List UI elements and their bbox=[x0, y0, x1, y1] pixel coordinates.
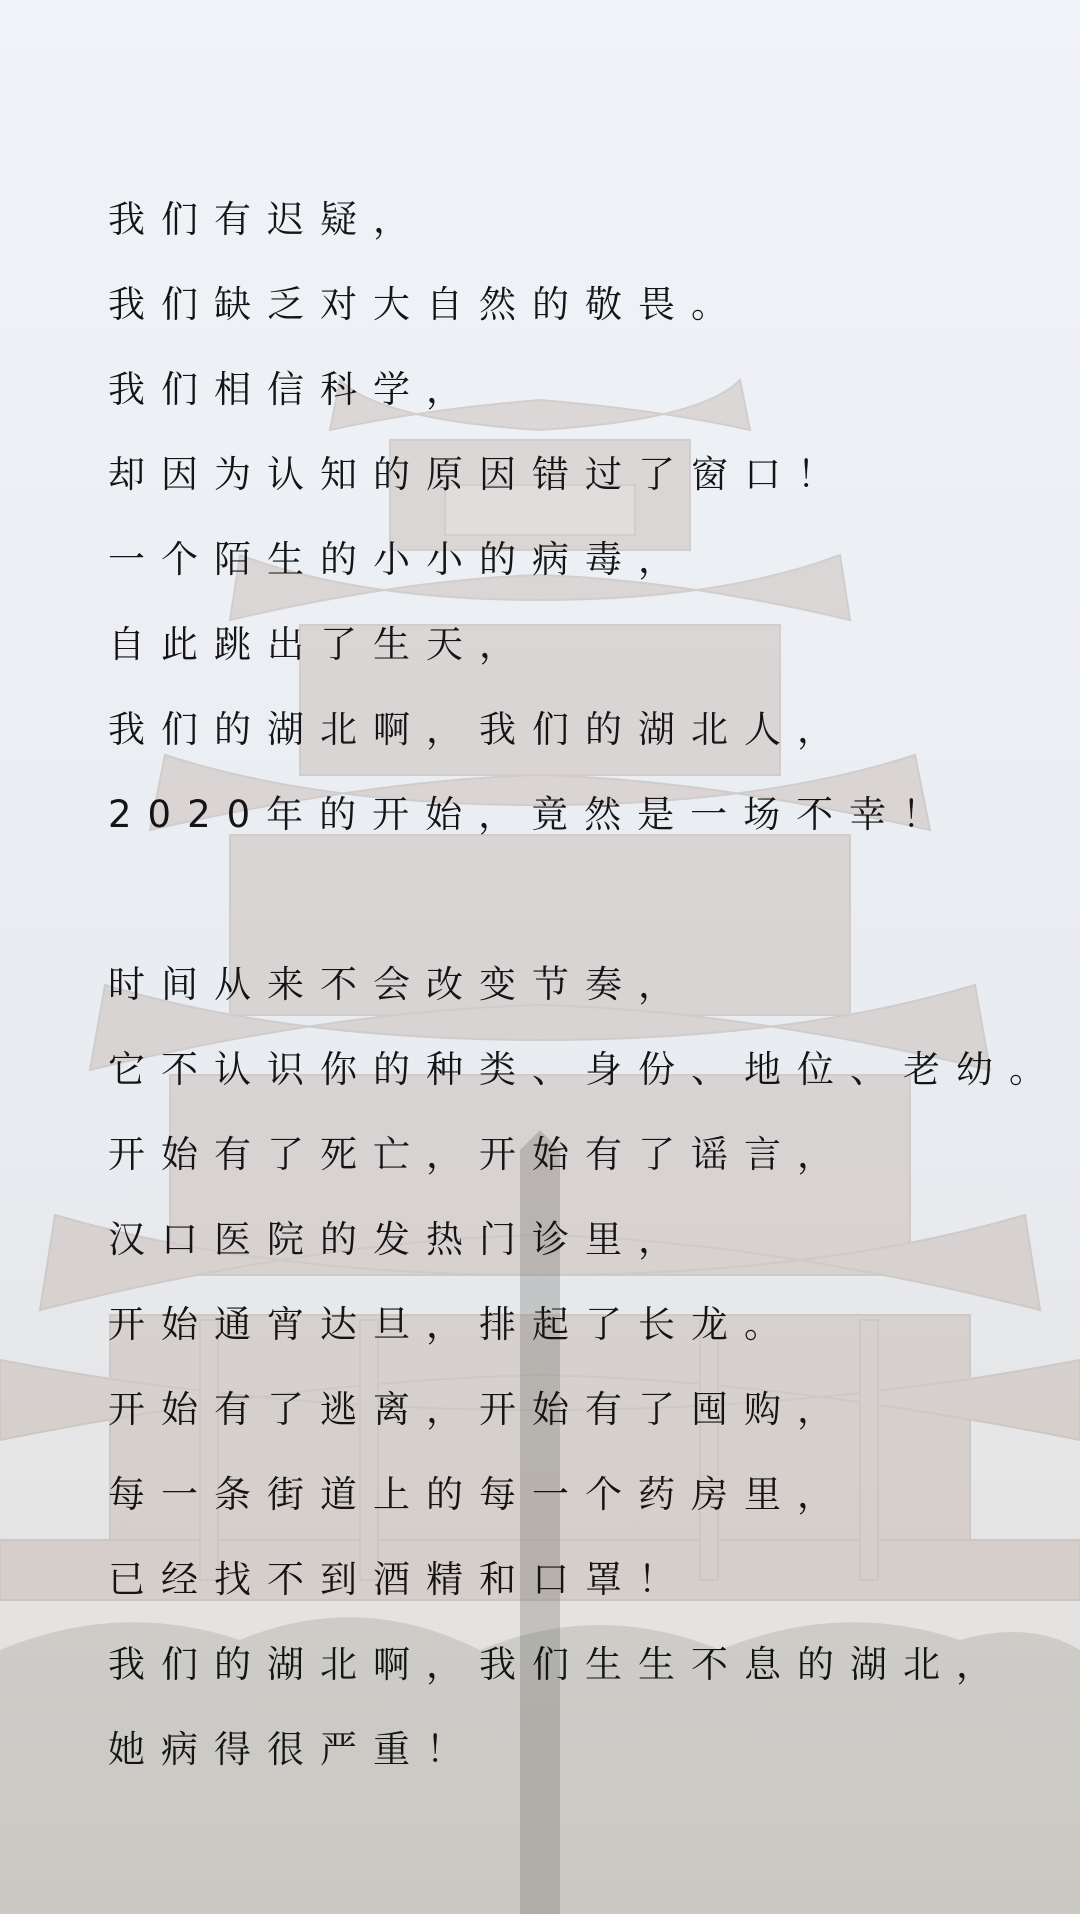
poem-line: 已经找不到酒精和口罩！ bbox=[108, 1558, 691, 1601]
poem-line: 我们缺乏对大自然的敬畏。 bbox=[108, 283, 744, 326]
poem-line: 自此跳出了生天， bbox=[108, 623, 532, 666]
poem-line: 她病得很严重！ bbox=[108, 1728, 479, 1771]
poem-line: 我们相信科学， bbox=[108, 368, 479, 411]
poem-line: 时间从来不会改变节奏， bbox=[108, 963, 691, 1006]
poem-line: 开始通宵达旦，排起了长龙。 bbox=[108, 1303, 797, 1346]
poem-line: 每一条街道上的每一个药房里， bbox=[108, 1473, 850, 1516]
poem-line: 一个陌生的小小的病毒， bbox=[108, 538, 691, 581]
poem-line: 它不认识你的种类、身份、地位、老幼。 bbox=[108, 1048, 1062, 1091]
poem-line: 我们有迟疑， bbox=[108, 198, 426, 241]
poem-line: 我们的湖北啊，我们的湖北人， bbox=[108, 708, 850, 751]
poem-line: 汉口医院的发热门诊里， bbox=[108, 1218, 691, 1261]
poem-line: 开始有了逃离，开始有了囤购， bbox=[108, 1388, 850, 1431]
poem-line: 2020年的开始，竟然是一场不幸！ bbox=[108, 793, 956, 836]
poem-line: 开始有了死亡，开始有了谣言， bbox=[108, 1133, 850, 1176]
poem-line: 却因为认知的原因错过了窗口！ bbox=[108, 453, 850, 496]
poem-line: 我们的湖北啊，我们生生不息的湖北， bbox=[108, 1643, 1009, 1686]
poem-body bbox=[108, 190, 1062, 1805]
stanza-break bbox=[108, 870, 1048, 955]
